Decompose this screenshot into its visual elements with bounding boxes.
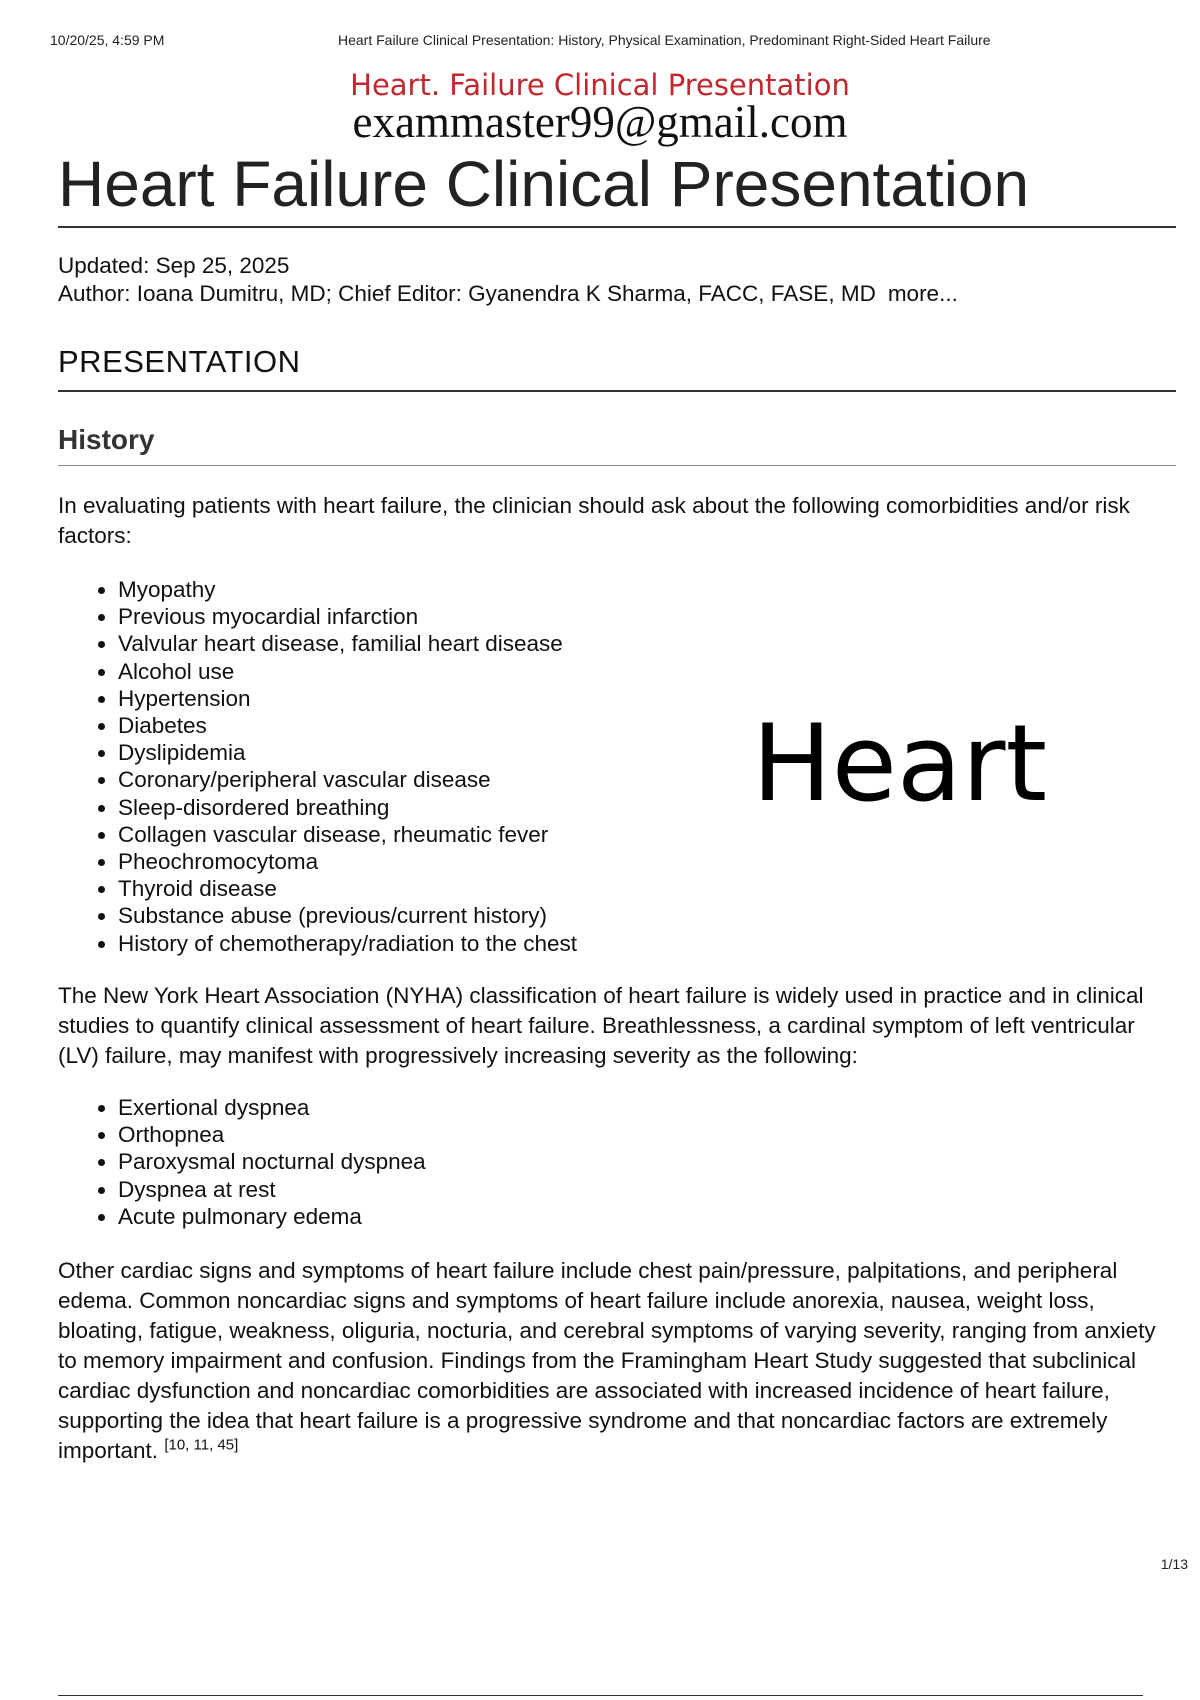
article-title: Heart Failure Clinical Presentation [58, 148, 1030, 220]
list-item: • Dyslipidemia [118, 739, 577, 766]
author-text: Author: Ioana Dumitru, MD; Chief Editor: Gyanendra K Sharma, FACC, FASE, MD [58, 281, 876, 306]
list-item: • Pheochromocytoma [118, 848, 577, 875]
bottom-divider [58, 1695, 1143, 1696]
list-item: • Previous myocardial infarction [118, 603, 577, 630]
list-item: • Coronary/peripheral vascular disease [118, 766, 577, 793]
author-line [58, 280, 958, 308]
print-datetime: 10/20/25, 4:59 PM [50, 32, 165, 48]
section-title: PRESENTATION [58, 344, 301, 379]
nyha-paragraph: The New York Heart Association (NYHA) classification of heart failure is widely used in practice and in clinical studies to quantify clinical assessment of heart failure. Breathlessness, a cardinal symptom of left ventricular (LV) failure, may manifest with progressively increasing severity as the following: [58, 983, 1144, 1068]
list-item: • Sleep-disordered breathing [118, 794, 577, 821]
list-item: • Substance abuse (previous/current history) [118, 902, 577, 929]
dyspnea-list [58, 1094, 426, 1230]
page-number: 1/13 [1160, 1556, 1188, 1572]
list-item: • Myopathy [118, 576, 577, 603]
list-item: • Diabetes [118, 712, 577, 739]
list-item: • Thyroid disease [118, 875, 577, 902]
subsection-divider [58, 465, 1176, 466]
title-divider [58, 226, 1176, 228]
list-item: • Hypertension [118, 685, 577, 712]
watermark-title: Heart. Failure Clinical Presentation [350, 68, 850, 102]
list-item: • Dyspnea at rest [118, 1176, 426, 1203]
list-item: • Orthopnea [118, 1121, 426, 1148]
watermark-email: exammaster99@gmail.com [352, 97, 848, 147]
print-page-title: Heart Failure Clinical Presentation: History, Physical Examination, Predominant Right-Sided Heart Failure [338, 32, 991, 48]
list-item: • Exertional dyspnea [118, 1094, 426, 1121]
subsection-title: History [58, 424, 155, 455]
print-header [50, 32, 1160, 52]
list-item: • Acute pulmonary edema [118, 1203, 426, 1230]
section-divider [58, 390, 1176, 392]
list-item: • History of chemotherapy/radiation to the chest [118, 930, 577, 957]
list-item: • Valvular heart disease, familial heart disease [118, 630, 577, 657]
reference-link[interactable]: [10, 11, 45] [164, 1436, 239, 1454]
more-authors-link[interactable]: more... [887, 281, 958, 306]
list-item: • Alcohol use [118, 658, 577, 685]
updated-date: Updated: Sep 25, 2025 [58, 253, 290, 278]
list-item: • Collagen vascular disease, rheumatic fever [118, 821, 577, 848]
other-signs-paragraph [58, 1256, 1178, 1466]
history-intro: In evaluating patients with heart failure, the clinician should ask about the following comorbidities and/or risk factors: [58, 493, 1130, 548]
watermark-big-word: Heart [752, 702, 1048, 825]
article-meta [58, 252, 958, 308]
list-item: • Paroxysmal nocturnal dyspnea [118, 1148, 426, 1175]
other-signs-text: Other cardiac signs and symptoms of heart failure include chest pain/pressure, palpitations, and peripheral edema. Common noncardiac signs and symptoms of heart failure include anorexia, nausea, weight loss, bloating, fatigue, weakness, oliguria, nocturia, and cerebral symptoms of varying severity, ranging from anxiety to memory impairment and confusion. Findings from the Framingham Heart Study suggested that subclinical cardiac dysfunction and noncardiac comorbidities are associated with increased incidence of heart failure, supporting the idea that heart failure is a progressive syndrome and that noncardiac factors are extremely important. [58, 1258, 1156, 1463]
risk-factor-list [58, 576, 577, 957]
